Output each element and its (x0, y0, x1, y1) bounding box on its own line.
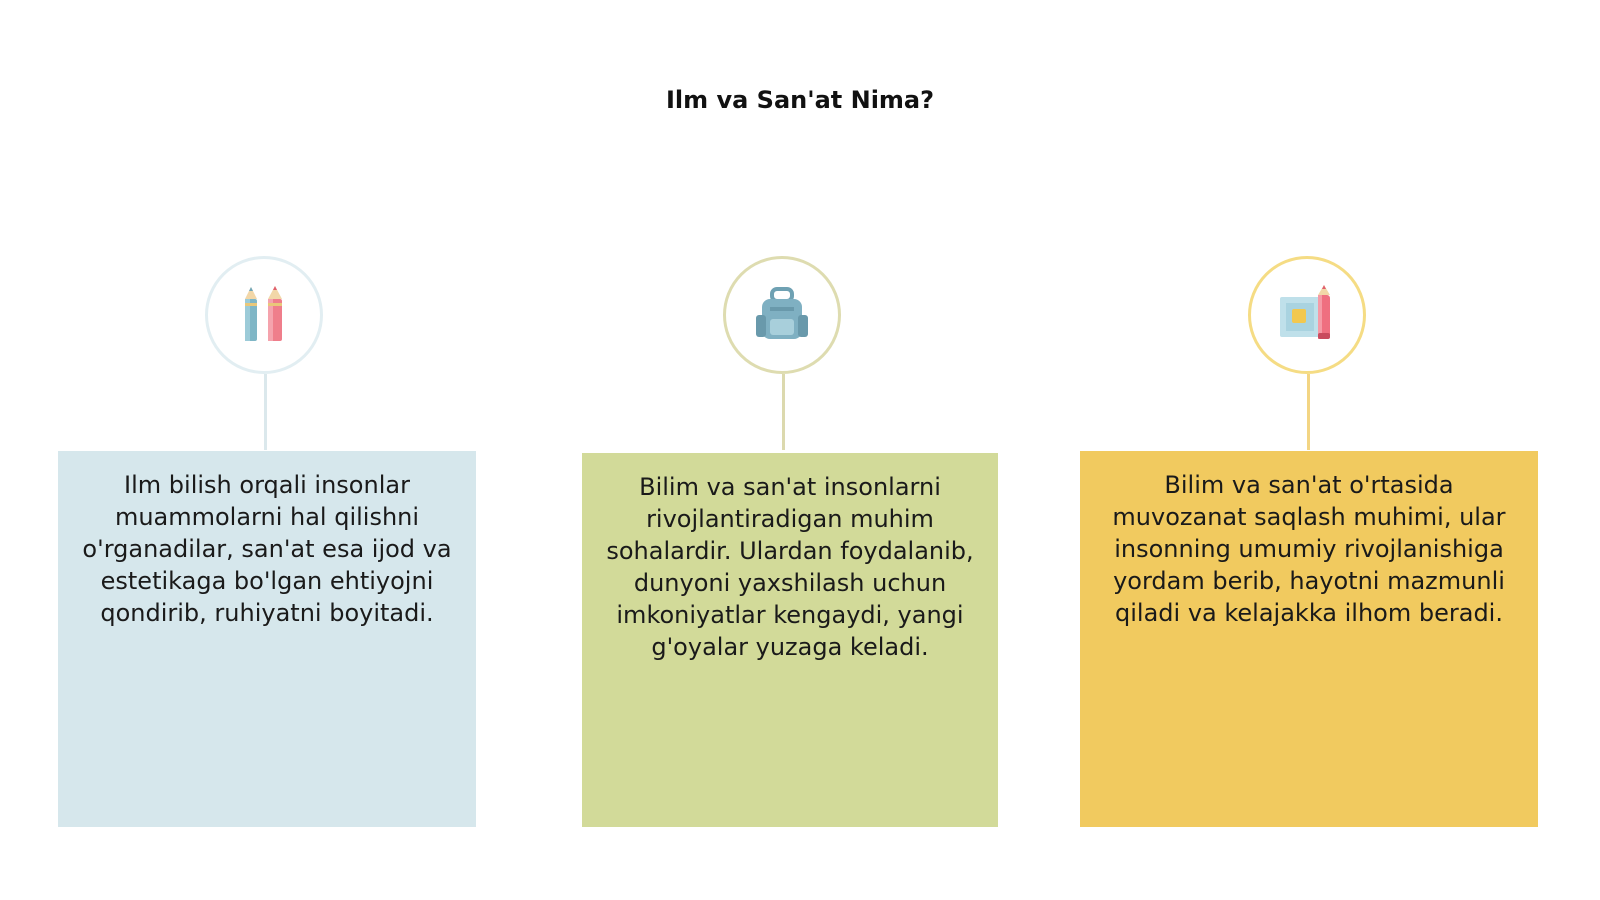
canvas-pencil-icon (1276, 285, 1338, 345)
backpack-icon (752, 285, 812, 345)
card-text: Bilim va san'at o'rtasida muvozanat saqlash muhimi, ular insonning umumiy rivojlanishiga yordam berib, hayotni mazmunli qiladi va kelajakka ilhom beradi. (1080, 451, 1538, 827)
icon-circle (1248, 256, 1366, 374)
card-text: Bilim va san'at insonlarni rivojlantiradigan muhim sohalardir. Ulardan foydalanib, dunyoni yaxshilash uchun imkoniyatlar kengaydi, yangi g'oyalar yuzaga keladi. (582, 453, 998, 827)
page-title: Ilm va San'at Nima? (665, 86, 935, 114)
connector-line (264, 374, 267, 450)
card-text: Ilm bilish orqali insonlar muammolarni hal qilishni o'rganadilar, san'at esa ijod va estetikaga bo'lgan ehtiyojni qondirib, ruhiyatni boyitadi. (58, 451, 476, 827)
icon-circle (723, 256, 841, 374)
connector-line (1307, 374, 1310, 450)
pencils-icon (241, 285, 287, 345)
connector-line (782, 374, 785, 450)
icon-circle (205, 256, 323, 374)
